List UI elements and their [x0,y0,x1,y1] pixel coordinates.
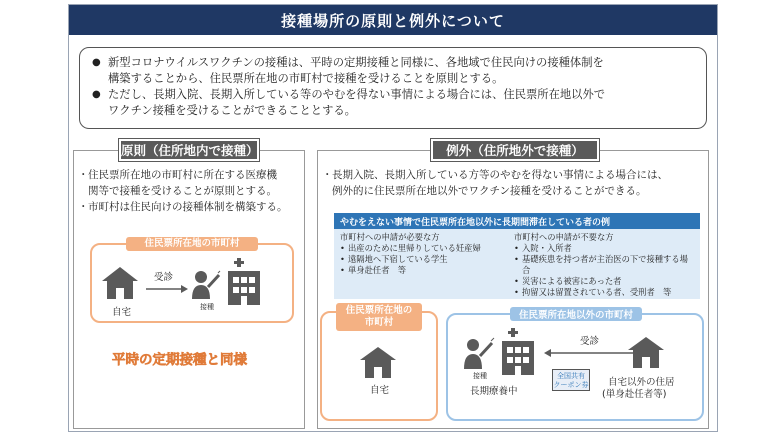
other-municipality-label: 住民票所在地以外の市町村 [510,307,642,321]
coupon-line: クーポン券 [553,380,589,389]
principle-heading: 原則（住所地内で接種） [119,139,259,161]
table-left-column: 市町村への申請が必要な方 • 出産のために里帰りしている妊産婦 • 遠隔地へ下宿している学生 • 単身赴任者 等 [340,232,510,276]
principle-line: 市町村は住民向けの接種体制を構築する。 [88,201,288,213]
house-icon [628,337,664,371]
principle-line: 住民票所在地の市町村に所在する医療機 [88,169,277,181]
example-table-body [334,229,700,299]
summary-bullet-1 [92,55,696,86]
table-right-column: 市町村への申請が不要な方 • 入院・入所者 • 基礎疾患を持つ者が主治医の下で接種する場合 • 災害による被害にあった者 • 拘留又は留置されている者、受刑者 等 [514,232,696,298]
consult-label: 受診 [154,272,174,283]
summary-line: 構築することから、住民票所在地の市町村で接種を受けることを原則とする。 [108,71,504,85]
home-municipality-label [336,303,422,331]
long-term-label: 長期療養中 [470,386,518,397]
exception-heading: 例外（住所地外で接種） [431,139,599,161]
summary-line: 新型コロナウイルスワクチンの接種は、平時の定期接種と同様に、各地域で住民向けの接種体制を [108,56,604,69]
table-right-title: 市町村への申請が不要な方 [514,232,614,242]
example-table-header: やむをえない事情で住民票所在地以外に長期間滞在している者の例 [334,213,700,229]
summary-line: ただし、長期入院、長期入所している等のやむを得ない事情による場合には、住民票所在地以外で [108,88,606,101]
table-item: 拘留又は留置されている者、受刑者 等 [522,287,672,297]
house-icon [360,347,396,381]
slogan: 平時の定期接種と同様 [112,352,247,368]
page-title: 接種場所の原則と例外について [69,5,717,35]
home-box-label-line: 市町村 [364,317,394,328]
house-icon [102,267,138,303]
home-label: 自宅 [370,385,390,396]
coupon-line: 全国共有 [557,372,585,380]
slide [68,4,718,432]
consult-label: 受診 [580,336,600,347]
summary-box [79,47,707,129]
vaccinate-label: 接種 [200,303,214,311]
coupon-ticket [552,369,590,391]
hospital-icon [498,331,538,375]
table-item: 入院・入所者 [522,243,572,253]
home-municipality-label: 住民票所在地の市町村 [126,237,258,251]
bullet-dot-icon: ● [92,89,101,100]
arrow-right-icon [146,285,188,293]
home-label: 自宅 [112,307,132,318]
table-item: 遠隔地へ下宿している学生 [348,254,448,264]
principle-panel [73,150,305,429]
exception-line: 例外的に住民票所在地以外でワクチン接種を受けることができる。 [332,185,647,197]
exception-text: ・ 長期入院、長期入所している方等のやむを得ない事情による場合には、 例外的に住民票所在地以外でワクチン接種を受けることができる。 [322,169,668,197]
home-box-label-line: 住民票所在地の [345,305,413,316]
vaccinate-label: 接種 [473,372,487,380]
hospital-icon [224,261,264,305]
exception-panel [317,150,709,429]
person-syringe-icon [464,337,494,369]
summary-bullet-2 [92,87,696,118]
table-left-title: 市町村への申請が必要な方 [340,232,440,242]
principle-line: 関等で接種を受けることが原則とする。 [88,185,277,197]
table-item: 災害による被害にあった者 [522,276,622,286]
principle-text: ・ 住民票所在地の市町村に所在する医療機 関等で接種を受けることが原則とする。 ・ 市町村は住民向けの接種体制を構築する。 [78,169,288,213]
table-item: 基礎疾患を持つ者が主治医の下で接種する場合 [522,254,688,275]
residence-label: 自宅以外の住居 [608,377,675,388]
exception-line: 長期入院、長期入所している方等のやむを得ない事情による場合には、 [332,169,668,181]
residence-sub-label: (単身赴任者等) [602,389,667,400]
table-item: 単身赴任者 等 [348,265,407,275]
bullet-dot-icon: ● [92,57,101,68]
table-item: 出産のために里帰りしている妊産婦 [348,243,481,253]
person-syringe-icon [192,269,220,299]
summary-line: ワクチン接種を受けることができることとする。 [108,103,356,117]
